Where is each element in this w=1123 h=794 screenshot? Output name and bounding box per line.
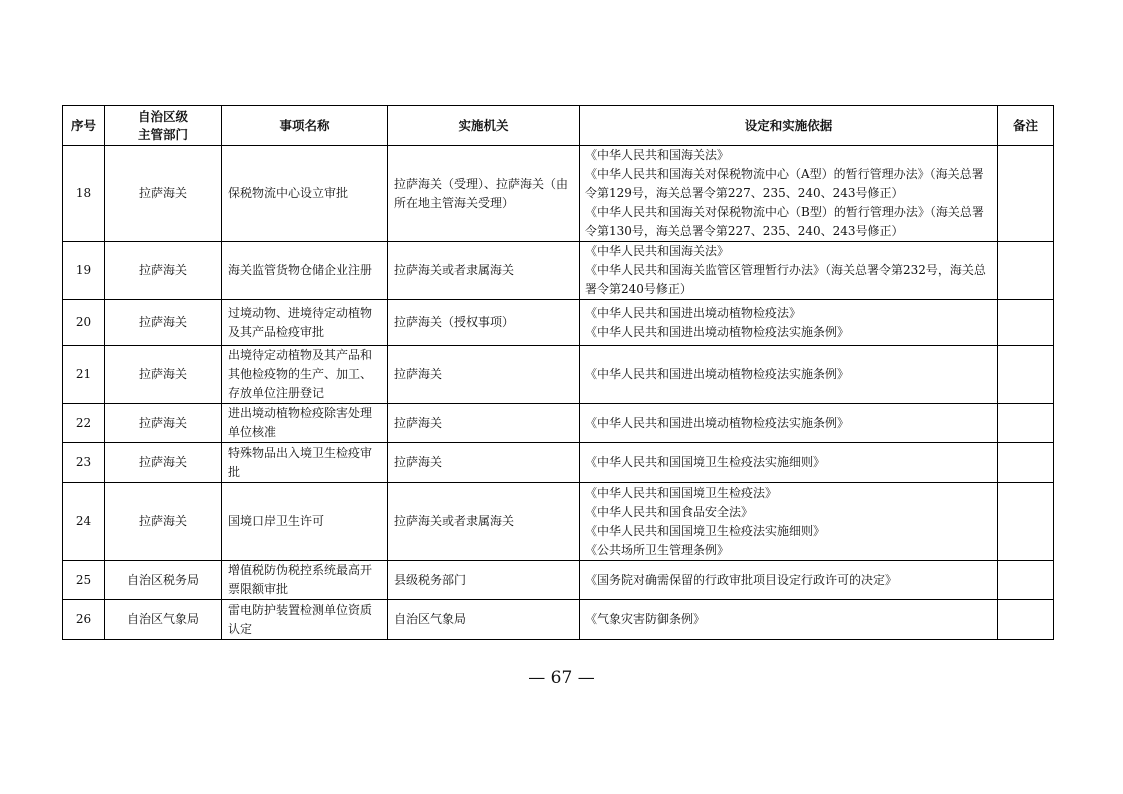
basis-line: 《中华人民共和国海关法》 (585, 148, 730, 162)
row-agency: 县级税务部门 (388, 561, 580, 600)
row-dept: 拉萨海关 (105, 300, 222, 346)
table-header-row (63, 106, 1054, 146)
row-no: 26 (63, 600, 105, 640)
row-agency: 自治区气象局 (388, 600, 580, 640)
basis-line: 《中华人民共和国海关对保税物流中心（A型）的暂行管理办法》（海关总署令第129号，海关总署令第227、235、240、243号修正） (585, 167, 984, 200)
row-name: 进出境动植物检疫除害处理单位核准 (222, 404, 388, 443)
table-row (63, 146, 1054, 242)
row-no: 22 (63, 404, 105, 443)
row-name: 特殊物品出入境卫生检疫审批 (222, 443, 388, 483)
basis-line: 《中华人民共和国国境卫生检疫法》 (585, 485, 778, 500)
header-agency: 实施机关 (388, 106, 580, 146)
row-no: 23 (63, 443, 105, 483)
row-basis (580, 242, 998, 300)
row-name: 增值税防伪税控系统最高开票限额审批 (222, 561, 388, 600)
row-basis (580, 300, 998, 346)
row-name: 国境口岸卫生许可 (222, 483, 388, 561)
table-row (63, 346, 1054, 404)
row-agency: 拉萨海关 (388, 346, 580, 404)
row-name: 过境动物、进境待定动植物及其产品检疫审批 (222, 300, 388, 346)
basis-line: 《中华人民共和国进出境动植物检疫法实施条例》 (585, 367, 850, 381)
header-name: 事项名称 (222, 106, 388, 146)
table-row (63, 443, 1054, 483)
row-remark (998, 300, 1054, 346)
header-remark: 备注 (998, 106, 1054, 146)
table-row (63, 483, 1054, 561)
row-basis (580, 146, 998, 242)
row-basis (580, 443, 998, 483)
row-agency: 拉萨海关或者隶属海关 (388, 483, 580, 561)
table-row (63, 404, 1054, 443)
row-dept: 拉萨海关 (105, 242, 222, 300)
page-number: — 67 — (528, 668, 595, 688)
basis-line: 《中华人民共和国进出境动植物检疫法》 (585, 305, 802, 320)
basis-line: 《气象灾害防御条例》 (585, 612, 706, 626)
row-agency: 拉萨海关（授权事项） (388, 300, 580, 346)
row-no: 20 (63, 300, 105, 346)
basis-line: 《中华人民共和国进出境动植物检疫法实施条例》 (585, 324, 850, 339)
row-remark (998, 443, 1054, 483)
header-basis: 设定和实施依据 (580, 106, 998, 146)
basis-line: 《公共场所卫生管理条例》 (585, 542, 730, 557)
row-basis (580, 483, 998, 561)
basis-line: 《国务院对确需保留的行政审批项目设定行政许可的决定》 (585, 572, 898, 587)
basis-line: 《中华人民共和国国境卫生检疫法实施细则》 (585, 455, 826, 469)
table-row (63, 561, 1054, 600)
row-remark (998, 146, 1054, 242)
row-agency: 拉萨海关 (388, 443, 580, 483)
row-agency: 拉萨海关 (388, 404, 580, 443)
header-no: 序号 (63, 106, 105, 146)
row-dept: 拉萨海关 (105, 346, 222, 404)
basis-line: 《中华人民共和国进出境动植物检疫法实施条例》 (585, 415, 850, 430)
permit-table (62, 105, 1054, 640)
row-dept: 自治区气象局 (105, 600, 222, 640)
basis-line: 《中华人民共和国海关法》 (585, 244, 730, 258)
row-remark (998, 346, 1054, 404)
row-remark (998, 404, 1054, 443)
row-no: 25 (63, 561, 105, 600)
row-dept: 拉萨海关 (105, 443, 222, 483)
row-dept: 拉萨海关 (105, 146, 222, 242)
basis-line: 《中华人民共和国海关监管区管理暂行办法》（海关总署令第232号，海关总署令第240号修正） (585, 263, 986, 296)
row-basis (580, 404, 998, 443)
row-remark (998, 600, 1054, 640)
row-basis (580, 346, 998, 404)
row-remark (998, 483, 1054, 561)
row-name: 出境待定动植物及其产品和其他检疫物的生产、加工、存放单位注册登记 (222, 346, 388, 404)
row-agency: 拉萨海关（受理）、拉萨海关（由所在地主管海关受理） (388, 146, 580, 242)
row-no: 19 (63, 242, 105, 300)
basis-line: 《中华人民共和国食品安全法》 (585, 504, 754, 519)
basis-line: 《中华人民共和国国境卫生检疫法实施细则》 (585, 523, 826, 538)
row-basis (580, 600, 998, 640)
row-no: 18 (63, 146, 105, 242)
row-name: 雷电防护装置检测单位资质认定 (222, 600, 388, 640)
row-agency: 拉萨海关或者隶属海关 (388, 242, 580, 300)
row-name: 海关监管货物仓储企业注册 (222, 242, 388, 300)
header-dept: 自治区级 主管部门 (105, 106, 222, 146)
row-no: 21 (63, 346, 105, 404)
row-dept: 自治区税务局 (105, 561, 222, 600)
table-row (63, 300, 1054, 346)
row-name: 保税物流中心设立审批 (222, 146, 388, 242)
basis-line: 《中华人民共和国海关对保税物流中心（B型）的暂行管理办法》（海关总署令第130号，海关总署令第227、235、240、243号修正） (585, 205, 984, 238)
table-row (63, 242, 1054, 300)
row-remark (998, 242, 1054, 300)
row-remark (998, 561, 1054, 600)
row-no: 24 (63, 483, 105, 561)
row-dept: 拉萨海关 (105, 483, 222, 561)
row-basis (580, 561, 998, 600)
row-dept: 拉萨海关 (105, 404, 222, 443)
table-row (63, 600, 1054, 640)
